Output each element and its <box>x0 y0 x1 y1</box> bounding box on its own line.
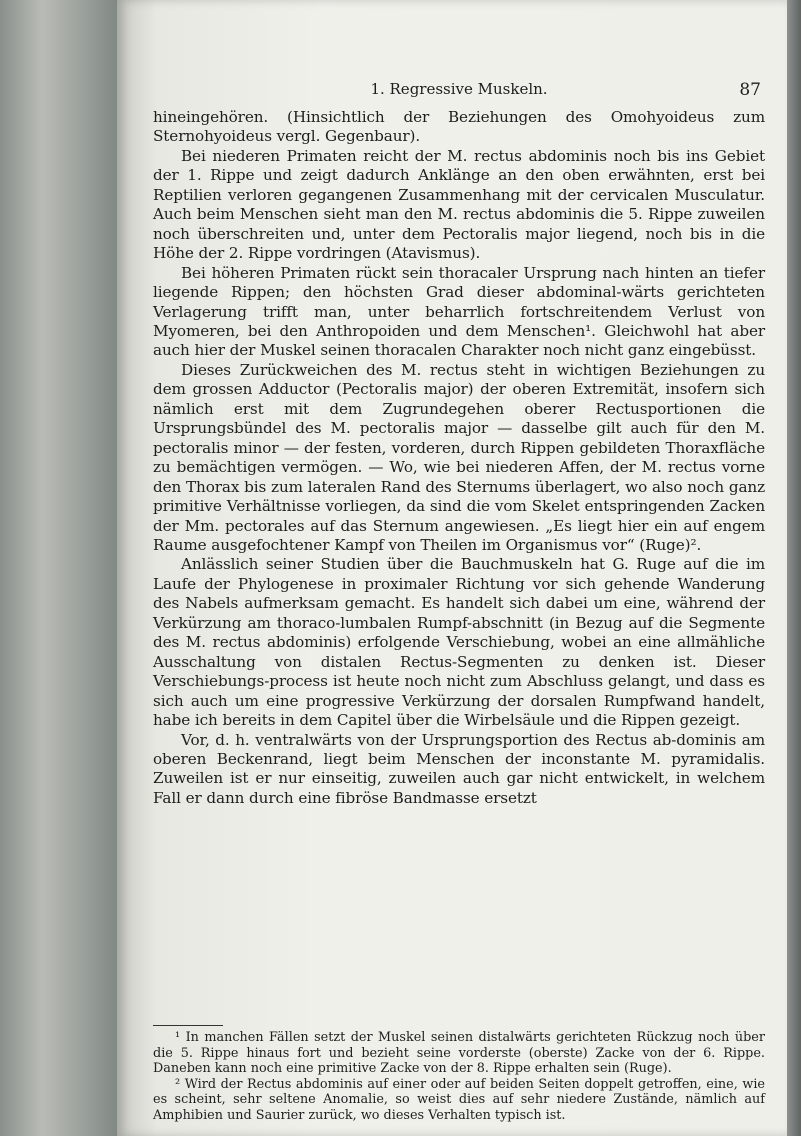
paragraph-1: hineingehören. (Hinsichtlich der Beziehungen des Omohyoideus zum Sternohyoideus vergl. Gegenbaur). <box>153 108 765 146</box>
body-text <box>153 108 765 808</box>
paragraph-6: Vor, d. h. ventralwärts von der Ursprungsportion des Rectus ab-dominis am oberen Beckenrand, liegt beim Menschen der inconstante M. pyramidalis. Zuweilen ist er nur einseitig, zuweilen auch gar nicht entwickelt, in welchem Fall er dann durch eine fibröse Bandmasse ersetzt <box>153 730 765 807</box>
footnotes <box>153 1030 765 1124</box>
paragraph-5: Anlässlich seiner Studien über die Bauchmuskeln hat G. Ruge auf die im Laufe der Phylogenese in proximaler Richtung vor sich gehende Wanderung des Nabels aufmerksam gemacht. Es handelt sich dabei um eine, während der Verkürzung am thoraco-lumbalen Rumpf-abschnitt (in Bezug auf die Segmente des M. rectus abdominis) erfolgende Verschiebung, wobei an eine allmähliche Ausschaltung von distalen Rectus-Segmenten zu denken ist. Dieser Verschiebungs-process ist heute noch nicht zum Abschluss gelangt, und dass es sich auch um eine progressive Verkürzung der dorsalen Rumpfwand handelt, habe ich bereits in dem Capitel über die Wirbelsäule und die Rippen gezeigt. <box>153 555 765 730</box>
page-header <box>153 40 765 100</box>
footnote-1: ¹ In manchen Fällen setzt der Muskel seinen distalwärts gerichteten Rückzug noch über die 5. Rippe hinaus fort und bezieht seine vorderste (oberste) Zacke von der 6. Rippe. Daneben kann noch eine primitive Zacke von der 8. Rippe erhalten sein (Ruge). <box>153 1030 765 1077</box>
page-edge <box>787 0 801 1136</box>
book-binding <box>0 0 120 1136</box>
paragraph-3: Bei höheren Primaten rückt sein thoracaler Ursprung nach hinten an tiefer liegende Rippen; den höchsten Grad dieser abdominal-wärts gerichteten Verlagerung trifft man, unter beharrlich fortschreitendem Verlust von Myomeren, bei den Anthropoiden und dem Menschen¹. Gleichwohl hat aber auch hier der Muskel seinen thoracalen Charakter noch nicht ganz eingebüsst. <box>153 263 765 360</box>
footnote-2: ² Wird der Rectus abdominis auf einer oder auf beiden Seiten doppelt getroffen, eine, wie es scheint, sehr seltene Anomalie, so weist dies auf sehr niedere Zustände, nämlich auf Amphibien und Saurier zurück, wo dieses Verhalten typisch ist. <box>153 1076 765 1123</box>
footnote-rule <box>153 1025 223 1026</box>
page-number: 87 <box>739 80 761 100</box>
page-content <box>153 40 765 1123</box>
paragraph-2: Bei niederen Primaten reicht der M. rectus abdominis noch bis ins Gebiet der 1. Rippe und zeigt dadurch Anklänge an den oben erwähnten, erst bei Reptilien verloren gegangenen Zusammenhang mit der cervicalen Musculatur. Auch beim Menschen sieht man den M. rectus abdominis die 5. Rippe zuweilen noch überschreiten und, unter dem Pectoralis major liegend, noch bis in die Höhe der 2. Rippe vordringen (Atavismus). <box>153 146 765 263</box>
running-title: 1. Regressive Muskeln. <box>370 80 548 98</box>
paragraph-4: Dieses Zurückweichen des M. rectus steht in wichtigen Beziehungen zu dem grossen Adductor (Pectoralis major) der oberen Extremität, insofern sich nämlich erst mit dem Zugrundegehen oberer Rectusportionen die Ursprungsbündel des M. pectoralis major — dasselbe gilt auch für den M. pectoralis minor — der festen, vorderen, durch Rippen gebildeten Thoraxfläche zu bemächtigen vermögen. — Wo, wie bei niederen Affen, der M. rectus vorne den Thorax bis zum lateralen Rand des Sternums überlagert, wo also noch ganz primitive Verhältnisse vorliegen, da sind die vom Skelet entspringenden Zacken der Mm. pectorales auf das Sternum angewiesen. „Es liegt hier ein auf engem Raume ausgefochtener Kampf von Theilen im Organismus vor“ (Ruge)². <box>153 360 765 554</box>
